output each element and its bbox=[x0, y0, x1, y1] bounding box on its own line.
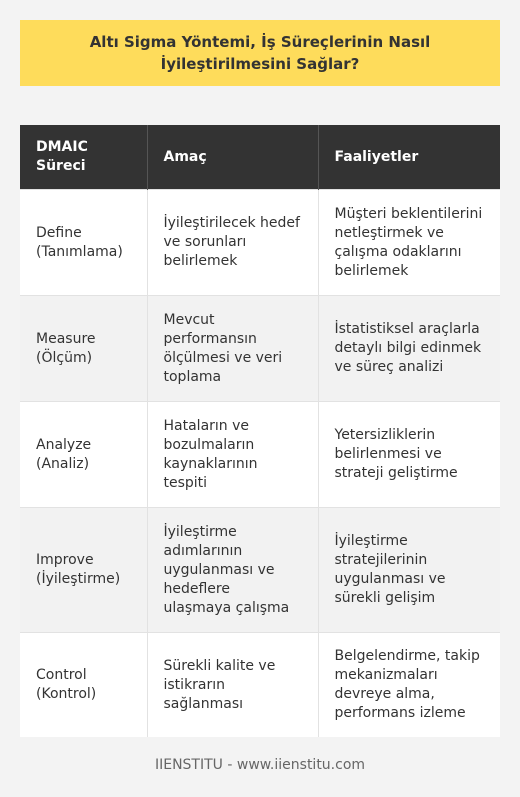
page-title: Altı Sigma Yöntemi, İş Süreçlerinin Nasıl İyileştirilmesini Sağlar? bbox=[89, 33, 431, 73]
cell-activities: Müşteri beklentilerini netleştirmek ve çalışma odaklarını belirlemek bbox=[318, 190, 500, 296]
table-row bbox=[20, 296, 500, 402]
cell-purpose: İyileştirme adımlarının uygulanması ve hedeflere ulaşmaya çalışma bbox=[147, 508, 318, 633]
cell-process: Improve (İyileştirme) bbox=[20, 508, 147, 633]
column-header-activities: Faaliyetler bbox=[318, 125, 500, 190]
cell-purpose: İyileştirilecek hedef ve sorunları belirlemek bbox=[147, 190, 318, 296]
footer-credit: IIENSTITU - www.iienstitu.com bbox=[154, 757, 366, 773]
cell-purpose: Hataların ve bozulmaların kaynaklarının tespiti bbox=[147, 402, 318, 508]
table-row bbox=[20, 508, 500, 633]
table-row bbox=[20, 190, 500, 296]
title-banner bbox=[20, 20, 500, 86]
table-row bbox=[20, 633, 500, 738]
cell-process: Analyze (Analiz) bbox=[20, 402, 147, 508]
cell-process: Define (Tanımlama) bbox=[20, 190, 147, 296]
cell-activities: İstatistiksel araçlarla detaylı bilgi edinmek ve süreç analizi bbox=[318, 296, 500, 402]
table-header-row bbox=[20, 125, 500, 190]
cell-activities: İyileştirme stratejilerinin uygulanması ve sürekli gelişim bbox=[318, 508, 500, 633]
cell-process: Control (Kontrol) bbox=[20, 633, 147, 738]
column-header-process: DMAIC Süreci bbox=[20, 125, 147, 190]
cell-process: Measure (Ölçüm) bbox=[20, 296, 147, 402]
column-header-purpose: Amaç bbox=[147, 125, 318, 190]
cell-activities: Belgelendirme, takip mekanizmaları devreye alma, performans izleme bbox=[318, 633, 500, 738]
table-row bbox=[20, 402, 500, 508]
dmaic-table bbox=[20, 125, 500, 737]
cell-purpose: Mevcut performansın ölçülmesi ve veri toplama bbox=[147, 296, 318, 402]
cell-activities: Yetersizliklerin belirlenmesi ve strateji geliştirme bbox=[318, 402, 500, 508]
cell-purpose: Sürekli kalite ve istikrarın sağlanması bbox=[147, 633, 318, 738]
